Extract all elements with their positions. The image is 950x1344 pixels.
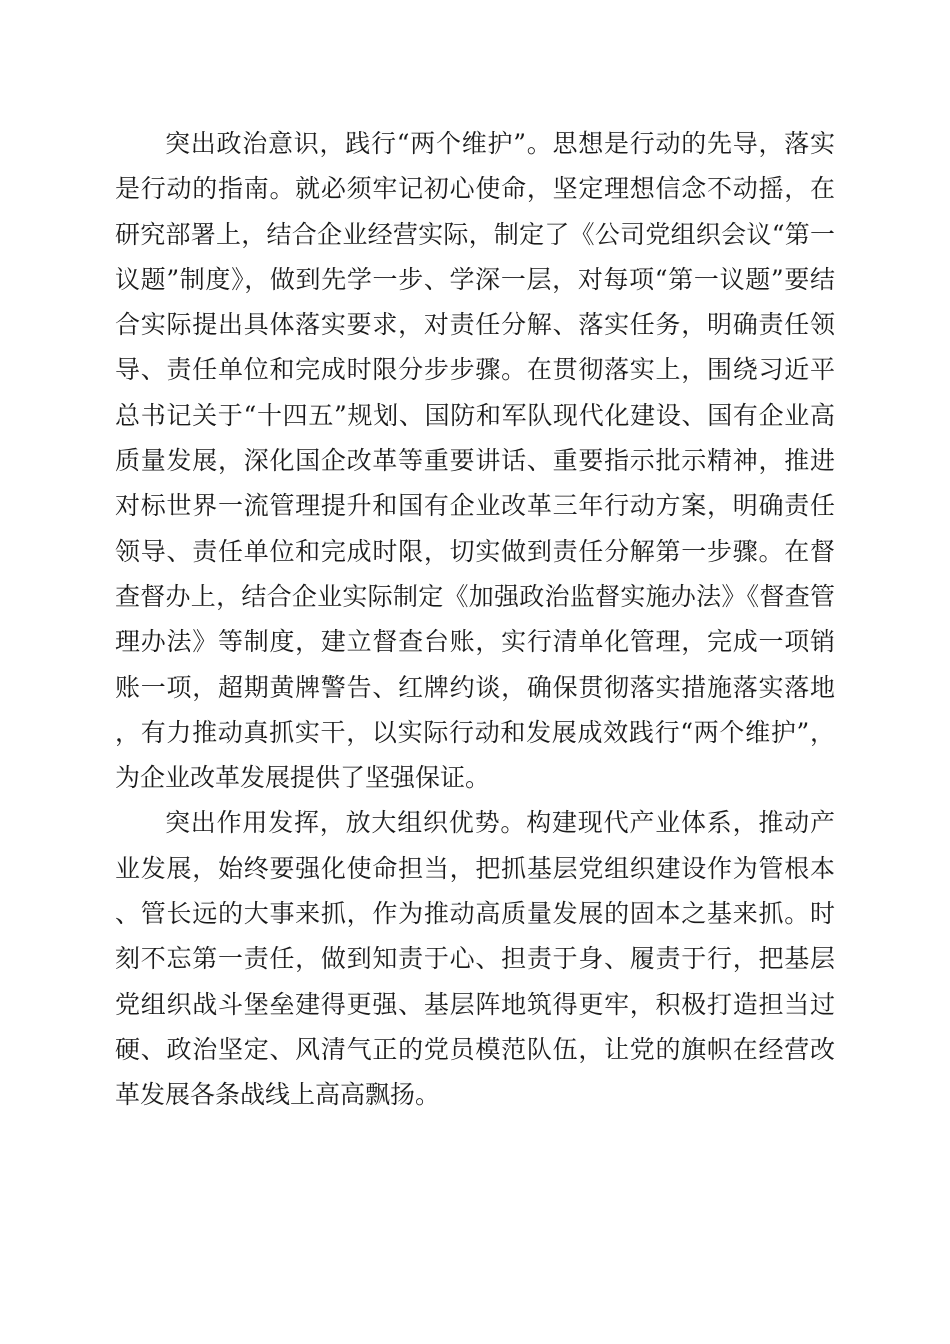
- document-body: [115, 121, 835, 1118]
- paragraph-organizational-advantage: 突出作用发挥，放大组织优势。构建现代产业体系，推动产业发展，始终要强化使命担当，把抓基层党组织建设作为管根本、管长远的大事来抓，作为推动高质量发展的固本之基来抓。时刻不忘第一责任，做到知责于心、担责于身、履责于行，把基层党组织战斗堡垒建得更强、基层阵地筑得更牢，积极打造担当过硬、政治坚定、风清气正的党员模范队伍，让党的旗帜在经营改革发展各条战线上高高飘扬。: [115, 808, 835, 1110]
- paragraph-political-awareness: 突出政治意识，践行“两个维护”。思想是行动的先导，落实是行动的指南。就必须牢记初心使命，坚定理想信念不动摇，在研究部署上，结合企业经营实际，制定了《公司党组织会议“第一议题”制度》，做到先学一步、学深一层，对每项“第一议题”要结合实际提出具体落实要求，对责任分解、落实任务，明确责任领导、责任单位和完成时限分步步骤。在贯彻落实上，围绕习近平总书记关于“十四五”规划、国防和军队现代化建设、国有企业高质量发展，深化国企改革等重要讲话、重要指示批示精神，推进对标世界一流管理提升和国有企业改革三年行动方案，明确责任领导、责任单位和完成时限，切实做到责任分解第一步骤。在督查督办上，结合企业实际制定《加强政治监督实施办法》《督查管理办法》等制度，建立督查台账，实行清单化管理，完成一项销账一项，超期黄牌警告、红牌约谈，确保贯彻落实措施落实落地，有力推动真抓实干，以实际行动和发展成效践行“两个维护”，为企业改革发展提供了坚强保证。: [115, 129, 835, 793]
